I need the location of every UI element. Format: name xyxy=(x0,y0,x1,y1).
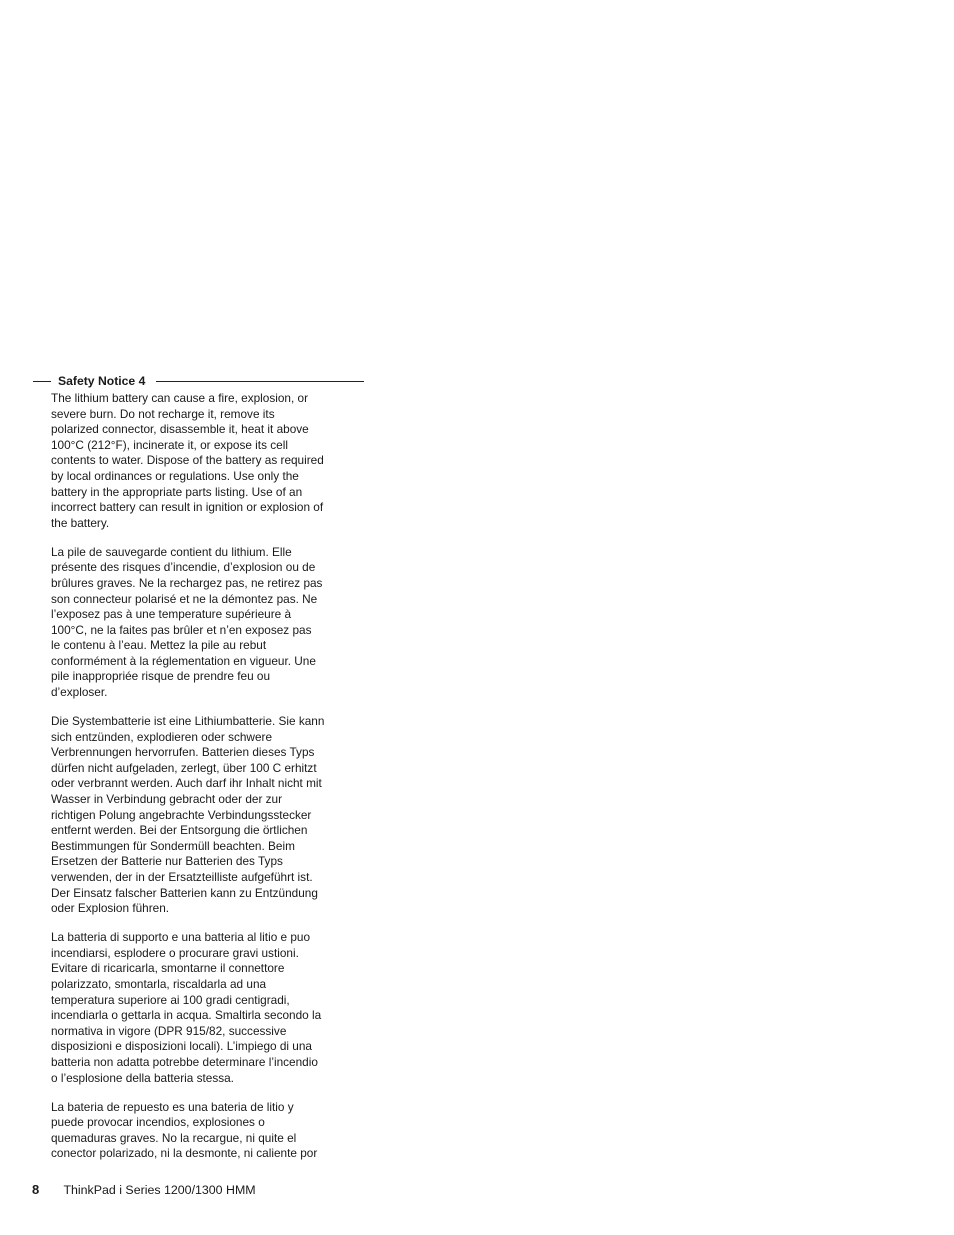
paragraph-german: Die Systembatterie ist eine Lithiumbatterie. Sie kann sich entzünden, explodieren oder schwere Verbrennungen hervorrufen. Batterien dieses Typs dürfen nicht aufgeladen, zerlegt, über 100 C erhitzt oder verbrannt werden. Auch darf ihr Inhalt nicht mit Wasser in Verbindung gebracht oder der zur richtigen Polung angebrachte Verbindungsstecker entfernt werden. Bei der Entsorgung die örtlichen Bestimmungen für Sondermüll beachten. Beim Ersetzen der Batterie nur Batterien des Typs verwenden, der in der Ersatzteilliste aufgeführt ist. Der Einsatz falscher Batterien kann zu Entzündung oder Explosion führen. xyxy=(51,714,325,916)
running-title: ThinkPad i Series 1200/1300 HMM xyxy=(63,1183,256,1197)
header-rule-right xyxy=(156,381,364,382)
page-footer xyxy=(32,1181,256,1199)
safety-notice-title: Safety Notice 4 xyxy=(58,374,146,388)
header-rule-left xyxy=(33,381,51,382)
paragraph-italian: La batteria di supporto e una batteria al litio e puo incendiarsi, esplodere o procurare gravi ustioni. Evitare di ricaricarla, smontarne il connettore polarizzato, smontarla, riscaldarla ad una temperatura superiore ai 100 gradi centigradi, incendiarla o gettarla in acqua. Smaltirla secondo la normativa in vigore (DPR 915/82, successive disposizioni e disposizioni locali). L’impiego di una batteria non adatta potrebbe determinare l’incendio o l’esplosione della batteria stessa. xyxy=(51,930,322,1085)
safety-notice-header xyxy=(33,376,364,390)
page-number: 8 xyxy=(32,1182,40,1197)
safety-notice-body xyxy=(51,391,351,1162)
paragraph-english: The lithium battery can cause a fire, explosion, or severe burn. Do not recharge it, remove its polarized connector, disassemble it, heat it above 100°C (212°F), incinerate it, or expose its cell contents to water. Dispose of the battery as required by local ordinances or regulations. Use only the battery in the appropriate parts listing. Use of an incorrect battery can result in ignition or explosion of the battery. xyxy=(51,391,324,530)
paragraph-spanish: La bateria de repuesto es una bateria de litio y puede provocar incendios, explosiones o quemaduras graves. No la recargue, ni quite el conector polarizado, ni la desmonte, ni caliente por xyxy=(51,1099,318,1161)
paragraph-french: La pile de sauvegarde contient du lithium. Elle présente des risques d’incendie, d’explosion ou de brûlures graves. Ne la rechargez pas, ne retirez pas son connecteur polarisé et ne la démontez pas. Ne l’exposez pas à une temperature supérieure à 100°C, ne la faites pas brûler et n’en exposez pas le contenu à l’eau. Mettez la pile au rebut conformément à la réglementation en vigueur. Une pile inappropriée risque de prendre feu ou d’exploser. xyxy=(51,544,323,700)
